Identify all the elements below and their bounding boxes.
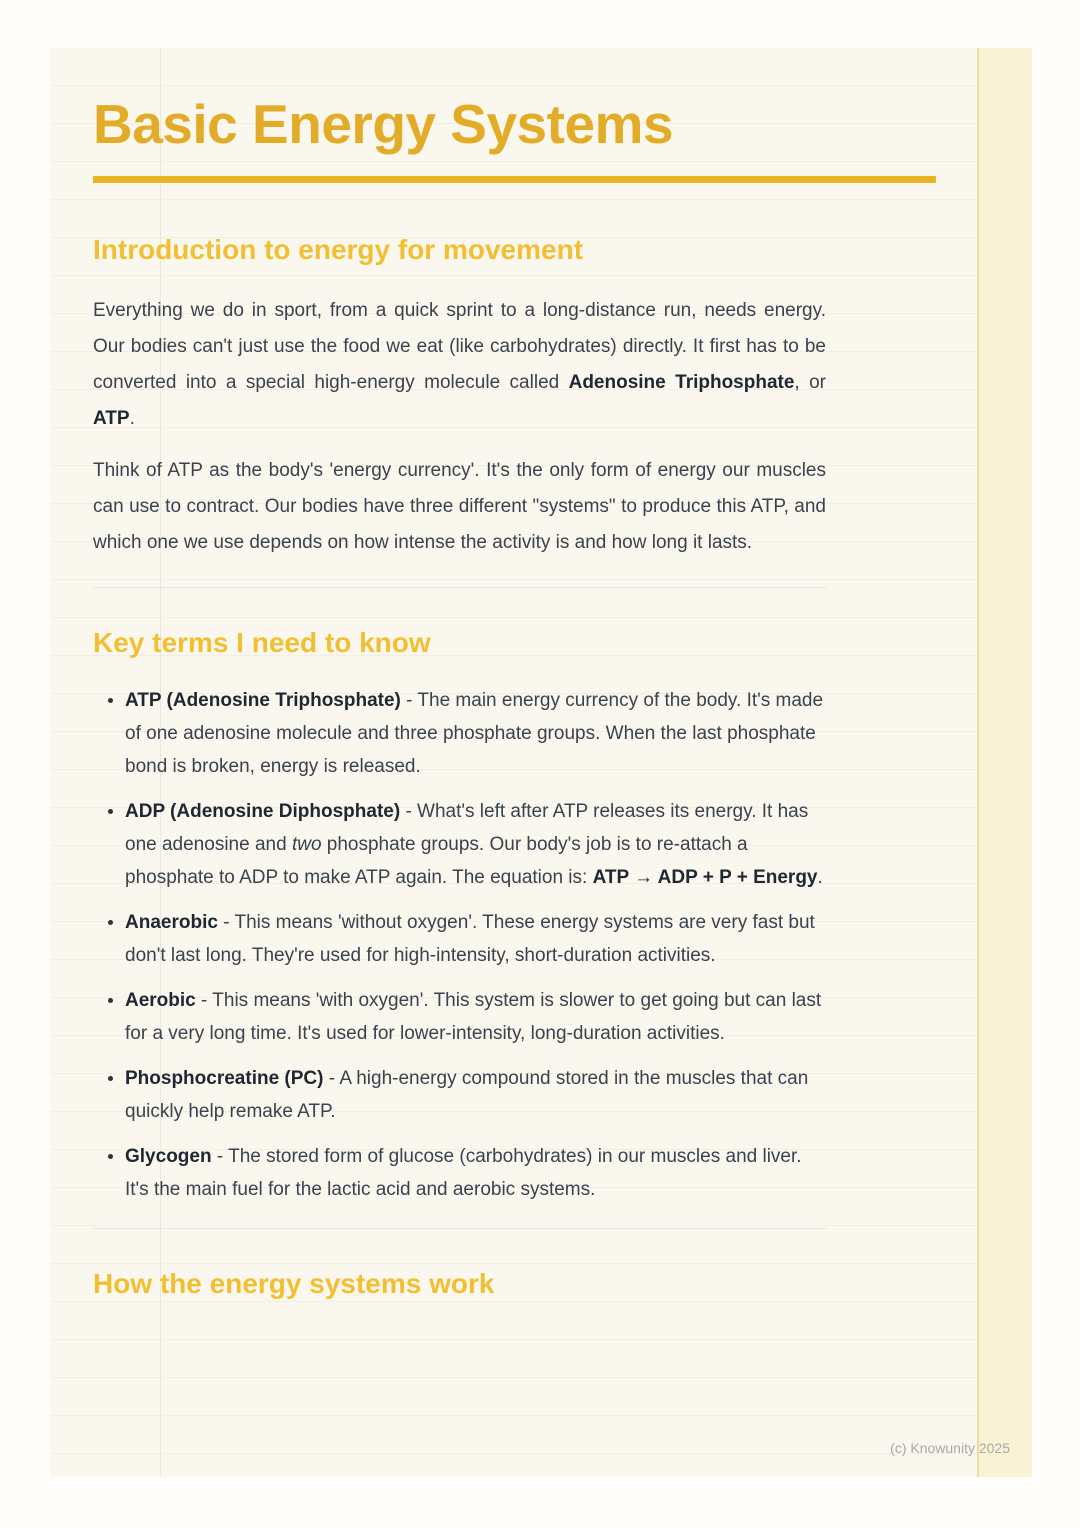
key-term-item-atp: • ATP (Adenosine Triphosphate) - The main energy currency of the body. It's made of one adenosine molecule and three phosphate groups. When the last phosphate bond is broken, energy is released. (125, 684, 826, 783)
page-title: Basic Energy Systems (93, 93, 674, 155)
section-heading-intro: Introduction to energy for movement (93, 234, 584, 265)
intro-paragraph-2: Think of ATP as the body's 'energy currency'. It's the only form of energy our muscles can use to contract. Our bodies have three different "systems" to produce this ATP, and which one we use depends on how intense the activity is and how long it lasts. (93, 460, 826, 553)
key-terms-list (93, 684, 826, 1206)
section-heading-key-terms: Key terms I need to know (93, 627, 431, 658)
key-term-item-glycogen: • Glycogen - The stored form of glucose (carbohydrates) in our muscles and liver. It's the main fuel for the lactic acid and aerobic systems. (125, 1140, 826, 1206)
note-page (50, 48, 1032, 1477)
watermark: (c) Knowunity 2025 (890, 1440, 1010, 1456)
key-term-item-phosphocreatine: • Phosphocreatine (PC) - A high-energy compound stored in the muscles that can quickly help remake ATP. (125, 1062, 826, 1128)
key-term-item-adp: • ADP (Adenosine Diphosphate) - What's left after ATP releases its energy. It has one adenosine and two phosphate groups. Our body's job is to re-attach a phosphate to ADP to make ATP again. The equation is: ATP → ADP + P + Energy. (125, 795, 826, 894)
key-term-item-aerobic: • Aerobic - This means 'with oxygen'. This system is slower to get going but can last for a very long time. It's used for lower-intensity, long-duration activities. (125, 984, 826, 1050)
section-divider-2 (93, 1228, 826, 1229)
intro-paragraph-1: Everything we do in sport, from a quick sprint to a long-distance run, needs energy. Our bodies can't just use the food we eat (like carbohydrates) directly. It first has to be converted into a special high-energy molecule called Adenosine Triphosphate, or ATP. (93, 300, 826, 429)
note-content (93, 48, 826, 1301)
section-divider (93, 587, 826, 588)
title-underline (93, 176, 936, 183)
section-heading-how: How the energy systems work (93, 1268, 495, 1299)
notebook-edge-strip (977, 48, 1032, 1477)
key-term-item-anaerobic: • Anaerobic - This means 'without oxygen'. These energy systems are very fast but don't last long. They're used for high-intensity, short-duration activities. (125, 906, 826, 972)
